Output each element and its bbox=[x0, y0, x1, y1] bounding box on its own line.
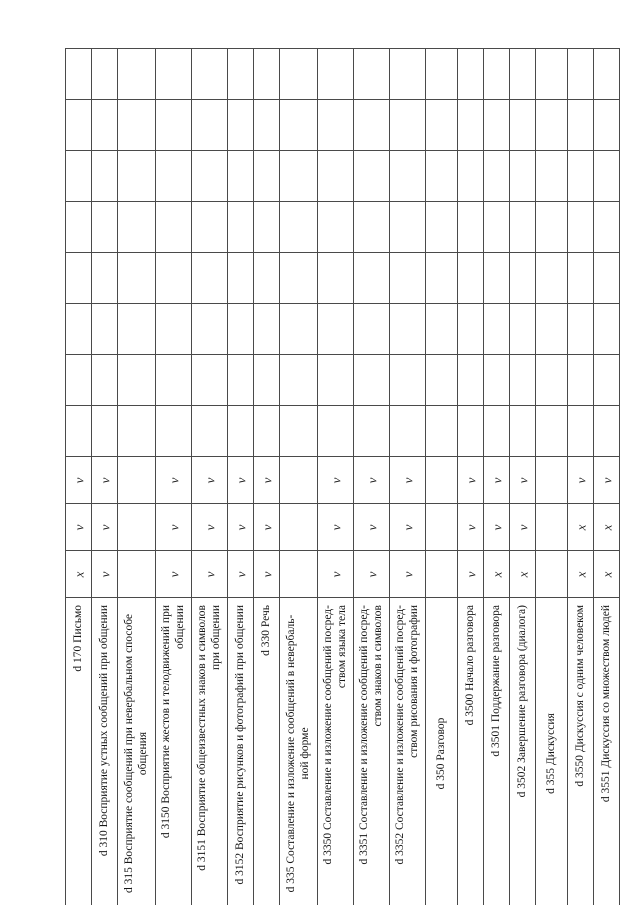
mark-cell bbox=[458, 551, 483, 598]
empty-cell bbox=[536, 151, 567, 202]
empty-cell bbox=[536, 355, 567, 406]
check-mark: v bbox=[259, 524, 274, 530]
table-row-d-3551 bbox=[594, 49, 620, 905]
mark-cell bbox=[228, 551, 253, 598]
empty-cell bbox=[280, 49, 317, 100]
row-label: d 170 Письмо bbox=[72, 605, 85, 672]
check-mark: v bbox=[515, 477, 530, 483]
empty-cell bbox=[354, 151, 389, 202]
row-label-cell bbox=[156, 598, 191, 905]
empty-cell bbox=[390, 406, 425, 457]
empty-cell bbox=[92, 202, 117, 253]
empty-cell bbox=[568, 355, 593, 406]
row-label: d 3501 Поддержание разговора bbox=[490, 605, 503, 757]
empty-cell bbox=[192, 355, 227, 406]
empty-cell bbox=[390, 151, 425, 202]
empty-cell bbox=[594, 304, 619, 355]
check-mark: v bbox=[166, 477, 181, 483]
empty-cell bbox=[594, 151, 619, 202]
empty-cell bbox=[318, 406, 353, 457]
empty-cell bbox=[118, 151, 155, 202]
cross-mark: х bbox=[599, 524, 614, 530]
empty-cell bbox=[92, 100, 117, 151]
mark-cell bbox=[594, 504, 619, 551]
mark-cell bbox=[156, 457, 191, 504]
empty-cell bbox=[92, 304, 117, 355]
empty-cell bbox=[536, 100, 567, 151]
empty-cell bbox=[594, 202, 619, 253]
row-label-cell bbox=[510, 598, 535, 905]
mark-cell bbox=[254, 551, 279, 598]
mark-cell bbox=[280, 551, 317, 598]
check-mark: v bbox=[97, 524, 112, 530]
empty-cell bbox=[354, 253, 389, 304]
mark-cell bbox=[484, 551, 509, 598]
empty-cell bbox=[510, 406, 535, 457]
mark-cell bbox=[536, 457, 567, 504]
empty-cell bbox=[458, 406, 483, 457]
empty-cell bbox=[92, 253, 117, 304]
empty-cell bbox=[458, 151, 483, 202]
check-mark: v bbox=[233, 524, 248, 530]
check-mark: v bbox=[166, 571, 181, 577]
empty-cell bbox=[66, 253, 91, 304]
check-mark: v bbox=[259, 477, 274, 483]
row-label-cell bbox=[318, 598, 353, 905]
empty-cell bbox=[594, 100, 619, 151]
empty-cell bbox=[568, 202, 593, 253]
empty-cell bbox=[228, 304, 253, 355]
empty-cell bbox=[426, 151, 457, 202]
empty-cell bbox=[568, 406, 593, 457]
check-mark: v bbox=[599, 477, 614, 483]
mark-cell bbox=[426, 504, 457, 551]
empty-cell bbox=[390, 304, 425, 355]
empty-cell bbox=[254, 49, 279, 100]
mark-cell bbox=[594, 457, 619, 504]
row-label: d 3550 Дискуссия с одним человеком bbox=[574, 605, 587, 787]
empty-cell bbox=[318, 202, 353, 253]
row-label-cell bbox=[254, 598, 279, 905]
mark-cell bbox=[594, 551, 619, 598]
empty-cell bbox=[228, 49, 253, 100]
empty-cell bbox=[568, 100, 593, 151]
empty-cell bbox=[318, 253, 353, 304]
row-label-cell bbox=[192, 598, 227, 905]
empty-cell bbox=[568, 253, 593, 304]
empty-cell bbox=[254, 355, 279, 406]
check-mark: v bbox=[97, 571, 112, 577]
mark-cell bbox=[118, 551, 155, 598]
empty-cell bbox=[484, 304, 509, 355]
empty-cell bbox=[192, 406, 227, 457]
empty-cell bbox=[426, 304, 457, 355]
table-row-d-3500 bbox=[458, 49, 484, 905]
check-mark: v bbox=[328, 477, 343, 483]
empty-cell bbox=[192, 202, 227, 253]
check-mark: v bbox=[259, 571, 274, 577]
mark-cell bbox=[192, 551, 227, 598]
empty-cell bbox=[156, 151, 191, 202]
empty-cell bbox=[354, 355, 389, 406]
row-label: d 3502 Завершение разговора (диалога) bbox=[516, 605, 529, 798]
empty-cell bbox=[118, 355, 155, 406]
empty-cell bbox=[192, 49, 227, 100]
check-mark: v bbox=[328, 571, 343, 577]
check-mark: v bbox=[364, 571, 379, 577]
row-label-cell bbox=[66, 598, 91, 905]
empty-cell bbox=[156, 355, 191, 406]
empty-cell bbox=[458, 202, 483, 253]
empty-cell bbox=[254, 253, 279, 304]
empty-cell bbox=[354, 406, 389, 457]
row-label-cell bbox=[458, 598, 483, 905]
check-mark: v bbox=[489, 477, 504, 483]
mark-cell bbox=[390, 551, 425, 598]
empty-cell bbox=[66, 304, 91, 355]
empty-cell bbox=[536, 304, 567, 355]
check-mark: v bbox=[328, 524, 343, 530]
empty-cell bbox=[118, 253, 155, 304]
empty-cell bbox=[192, 304, 227, 355]
empty-cell bbox=[426, 202, 457, 253]
empty-cell bbox=[66, 406, 91, 457]
check-mark: v bbox=[364, 477, 379, 483]
row-label: d 3500 Начало разговора bbox=[464, 605, 477, 726]
empty-cell bbox=[118, 304, 155, 355]
mark-cell bbox=[354, 504, 389, 551]
empty-cell bbox=[390, 202, 425, 253]
mark-cell bbox=[568, 551, 593, 598]
empty-cell bbox=[118, 406, 155, 457]
mark-cell bbox=[484, 504, 509, 551]
check-mark: v bbox=[400, 477, 415, 483]
row-label-cell bbox=[594, 598, 619, 905]
empty-cell bbox=[390, 355, 425, 406]
empty-cell bbox=[280, 253, 317, 304]
empty-cell bbox=[192, 100, 227, 151]
mark-cell bbox=[66, 551, 91, 598]
check-mark: v bbox=[233, 477, 248, 483]
mark-cell bbox=[390, 504, 425, 551]
table-row-d-3351 bbox=[354, 49, 390, 905]
empty-cell bbox=[318, 355, 353, 406]
empty-cell bbox=[66, 202, 91, 253]
empty-cell bbox=[228, 253, 253, 304]
empty-cell bbox=[568, 49, 593, 100]
row-label-cell bbox=[390, 598, 425, 905]
row-label: d 335 Составление и изложение сообщений в невербаль- ной форме bbox=[285, 614, 311, 893]
empty-cell bbox=[66, 100, 91, 151]
empty-cell bbox=[354, 304, 389, 355]
empty-cell bbox=[254, 151, 279, 202]
row-label-cell bbox=[118, 598, 155, 905]
empty-cell bbox=[228, 355, 253, 406]
row-label: d 3351 Составление и изложение сообщений посред- ством знаков и символов bbox=[358, 605, 384, 865]
mark-cell bbox=[254, 457, 279, 504]
empty-cell bbox=[118, 100, 155, 151]
empty-cell bbox=[390, 49, 425, 100]
mark-cell bbox=[228, 457, 253, 504]
mark-cell bbox=[280, 504, 317, 551]
row-label-cell bbox=[280, 598, 317, 905]
empty-cell bbox=[66, 49, 91, 100]
empty-cell bbox=[568, 151, 593, 202]
empty-cell bbox=[594, 355, 619, 406]
check-mark: v bbox=[166, 524, 181, 530]
row-label-cell bbox=[354, 598, 389, 905]
mark-cell bbox=[192, 504, 227, 551]
row-label-cell bbox=[568, 598, 593, 905]
empty-cell bbox=[568, 304, 593, 355]
empty-cell bbox=[92, 355, 117, 406]
empty-cell bbox=[426, 49, 457, 100]
mark-cell bbox=[426, 457, 457, 504]
table-row-d-335 bbox=[280, 49, 318, 905]
empty-cell bbox=[484, 100, 509, 151]
mark-cell bbox=[510, 504, 535, 551]
mark-cell bbox=[66, 457, 91, 504]
cross-mark: х bbox=[71, 571, 86, 577]
empty-cell bbox=[318, 151, 353, 202]
mark-cell bbox=[92, 551, 117, 598]
row-label: d 315 Восприятие сообщений при невербальном способе общения bbox=[123, 613, 149, 894]
mark-cell bbox=[66, 504, 91, 551]
mark-cell bbox=[92, 504, 117, 551]
empty-cell bbox=[510, 49, 535, 100]
table-row-d-350 bbox=[426, 49, 458, 905]
mark-cell bbox=[192, 457, 227, 504]
cross-mark: х bbox=[573, 571, 588, 577]
mark-cell bbox=[568, 504, 593, 551]
check-mark: v bbox=[515, 524, 530, 530]
empty-cell bbox=[254, 406, 279, 457]
empty-cell bbox=[484, 202, 509, 253]
empty-cell bbox=[354, 100, 389, 151]
empty-cell bbox=[536, 202, 567, 253]
table-row-d-3501 bbox=[484, 49, 510, 905]
empty-cell bbox=[118, 202, 155, 253]
table-row-d-3151 bbox=[192, 49, 228, 905]
empty-cell bbox=[426, 100, 457, 151]
empty-cell bbox=[484, 49, 509, 100]
empty-cell bbox=[280, 202, 317, 253]
empty-cell bbox=[426, 406, 457, 457]
empty-cell bbox=[280, 355, 317, 406]
empty-cell bbox=[156, 253, 191, 304]
empty-cell bbox=[426, 253, 457, 304]
empty-cell bbox=[254, 202, 279, 253]
mark-cell bbox=[568, 457, 593, 504]
empty-cell bbox=[458, 100, 483, 151]
mark-cell bbox=[536, 504, 567, 551]
empty-cell bbox=[390, 100, 425, 151]
mark-cell bbox=[318, 457, 353, 504]
table-row-d-3550 bbox=[568, 49, 594, 905]
empty-cell bbox=[192, 253, 227, 304]
empty-cell bbox=[318, 49, 353, 100]
mark-cell bbox=[458, 457, 483, 504]
check-mark: v bbox=[202, 571, 217, 577]
empty-cell bbox=[536, 49, 567, 100]
row-label-cell bbox=[536, 598, 567, 905]
empty-cell bbox=[318, 100, 353, 151]
row-label-cell bbox=[92, 598, 117, 905]
cross-mark: х bbox=[599, 571, 614, 577]
empty-cell bbox=[254, 304, 279, 355]
row-label: d 3551 Дискуссия со множеством людей bbox=[600, 605, 613, 803]
mark-cell bbox=[318, 504, 353, 551]
empty-cell bbox=[156, 49, 191, 100]
row-label: d 350 Разговор bbox=[435, 717, 448, 790]
row-label: d 3151 Восприятие общеизвестных знаков и символов при общении bbox=[196, 605, 222, 871]
row-label-cell bbox=[228, 598, 253, 905]
mark-cell bbox=[510, 457, 535, 504]
mark-cell bbox=[510, 551, 535, 598]
row-label: d 355 Дискуссия bbox=[545, 713, 558, 794]
empty-cell bbox=[458, 304, 483, 355]
empty-cell bbox=[484, 355, 509, 406]
table-row-d-170 bbox=[66, 49, 92, 905]
check-mark: v bbox=[97, 477, 112, 483]
empty-cell bbox=[510, 202, 535, 253]
row-label: d 3350 Составление и изложение сообщений посред- ством языка тела bbox=[322, 605, 348, 865]
empty-cell bbox=[458, 355, 483, 406]
empty-cell bbox=[458, 49, 483, 100]
empty-cell bbox=[510, 100, 535, 151]
check-mark: v bbox=[202, 477, 217, 483]
empty-cell bbox=[536, 253, 567, 304]
mark-cell bbox=[156, 504, 191, 551]
mark-cell bbox=[458, 504, 483, 551]
check-mark: v bbox=[71, 524, 86, 530]
rotated-table bbox=[65, 48, 620, 905]
table-row-d-3350 bbox=[318, 49, 354, 905]
empty-cell bbox=[426, 355, 457, 406]
empty-cell bbox=[280, 406, 317, 457]
empty-cell bbox=[280, 151, 317, 202]
row-label: d 330 Речь bbox=[260, 605, 273, 656]
table-row-d-310 bbox=[92, 49, 118, 905]
empty-cell bbox=[484, 406, 509, 457]
mark-cell bbox=[118, 504, 155, 551]
empty-cell bbox=[228, 406, 253, 457]
table-row-d-315 bbox=[118, 49, 156, 905]
empty-cell bbox=[192, 151, 227, 202]
check-mark: v bbox=[463, 571, 478, 577]
empty-cell bbox=[510, 151, 535, 202]
empty-cell bbox=[156, 406, 191, 457]
empty-cell bbox=[228, 100, 253, 151]
empty-cell bbox=[390, 253, 425, 304]
row-label-cell bbox=[484, 598, 509, 905]
cross-mark: х bbox=[573, 524, 588, 530]
check-mark: v bbox=[400, 571, 415, 577]
empty-cell bbox=[92, 49, 117, 100]
table-row-d-3150 bbox=[156, 49, 192, 905]
check-mark: v bbox=[463, 477, 478, 483]
empty-cell bbox=[536, 406, 567, 457]
table-row-d-355 bbox=[536, 49, 568, 905]
row-label: d 3150 Восприятие жестов и телодвижений при общении bbox=[160, 605, 186, 839]
empty-cell bbox=[594, 406, 619, 457]
empty-cell bbox=[254, 100, 279, 151]
mark-cell bbox=[280, 457, 317, 504]
mark-cell bbox=[484, 457, 509, 504]
mark-cell bbox=[118, 457, 155, 504]
empty-cell bbox=[92, 151, 117, 202]
empty-cell bbox=[156, 100, 191, 151]
empty-cell bbox=[156, 304, 191, 355]
empty-cell bbox=[280, 304, 317, 355]
empty-cell bbox=[318, 304, 353, 355]
row-label: d 3152 Восприятие рисунков и фотографий при общении bbox=[234, 605, 247, 885]
empty-cell bbox=[510, 304, 535, 355]
mark-cell bbox=[92, 457, 117, 504]
empty-cell bbox=[66, 151, 91, 202]
empty-cell bbox=[354, 202, 389, 253]
row-label: d 3352 Составление и изложение сообщений посред- ством рисования и фотографии bbox=[394, 605, 420, 865]
mark-cell bbox=[318, 551, 353, 598]
empty-cell bbox=[66, 355, 91, 406]
check-mark: v bbox=[71, 477, 86, 483]
empty-cell bbox=[510, 355, 535, 406]
mark-cell bbox=[354, 457, 389, 504]
mark-cell bbox=[354, 551, 389, 598]
empty-cell bbox=[156, 202, 191, 253]
check-mark: v bbox=[489, 524, 504, 530]
mark-cell bbox=[426, 551, 457, 598]
cross-mark: х bbox=[489, 571, 504, 577]
empty-cell bbox=[118, 49, 155, 100]
table-row-d-3352 bbox=[390, 49, 426, 905]
empty-cell bbox=[228, 151, 253, 202]
table-row-d-3502 bbox=[510, 49, 536, 905]
empty-cell bbox=[354, 49, 389, 100]
row-label: d 310 Восприятие устных сообщений при общении bbox=[98, 605, 111, 857]
check-mark: v bbox=[364, 524, 379, 530]
check-mark: v bbox=[233, 571, 248, 577]
empty-cell bbox=[280, 100, 317, 151]
check-mark: v bbox=[463, 524, 478, 530]
table-row-d-3152 bbox=[228, 49, 254, 905]
empty-cell bbox=[484, 253, 509, 304]
check-mark: v bbox=[400, 524, 415, 530]
empty-cell bbox=[228, 202, 253, 253]
table-row-d-330 bbox=[254, 49, 280, 905]
mark-cell bbox=[228, 504, 253, 551]
row-label-cell bbox=[426, 598, 457, 905]
empty-cell bbox=[458, 253, 483, 304]
cross-mark: х bbox=[515, 571, 530, 577]
empty-cell bbox=[510, 253, 535, 304]
empty-cell bbox=[484, 151, 509, 202]
mark-cell bbox=[536, 551, 567, 598]
empty-cell bbox=[92, 406, 117, 457]
mark-cell bbox=[156, 551, 191, 598]
check-mark: v bbox=[202, 524, 217, 530]
mark-cell bbox=[254, 504, 279, 551]
empty-cell bbox=[594, 253, 619, 304]
empty-cell bbox=[594, 49, 619, 100]
mark-cell bbox=[390, 457, 425, 504]
check-mark: v bbox=[573, 477, 588, 483]
